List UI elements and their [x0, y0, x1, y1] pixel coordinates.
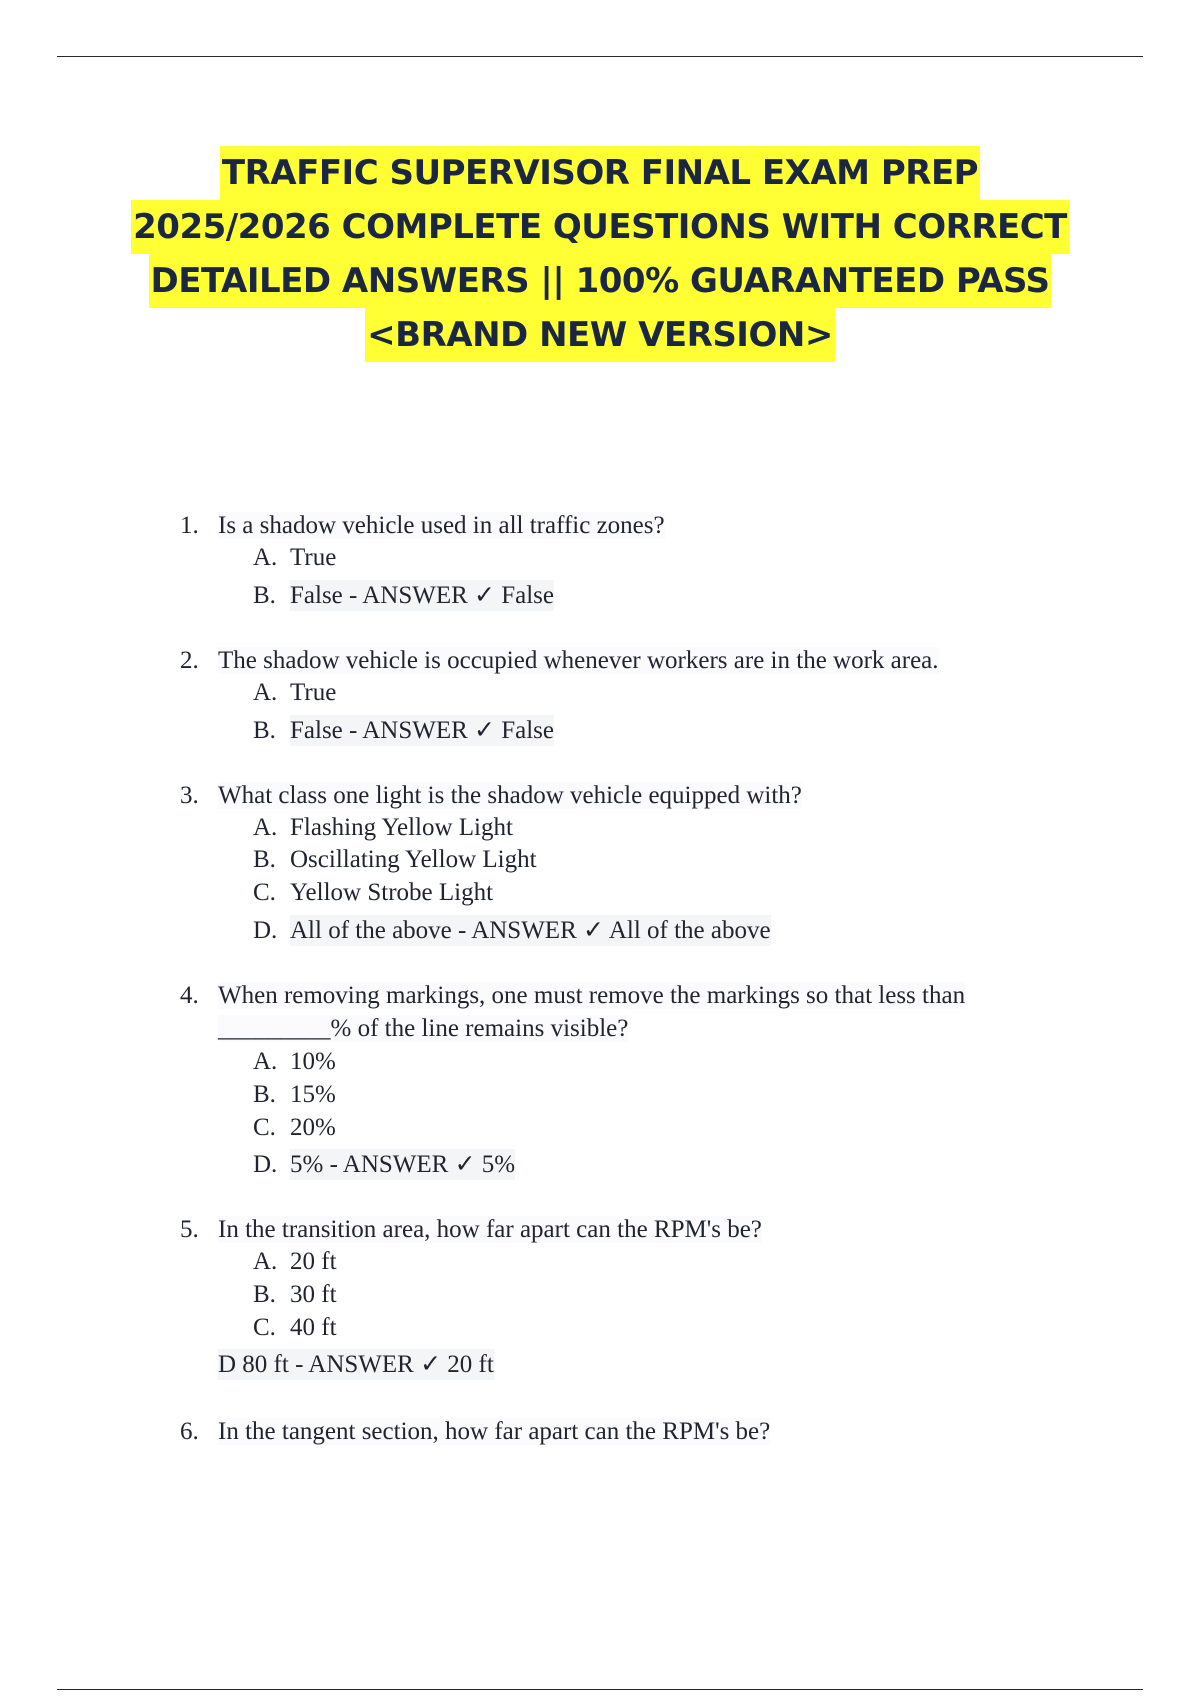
- title-line-3: DETAILED ANSWERS || 100% GUARANTEED PASS: [0, 254, 1200, 308]
- question-text: Is a shadow vehicle used in all traffic zones?: [218, 512, 665, 539]
- question-number: 4.: [180, 982, 199, 1009]
- question-text: What class one light is the shadow vehicle equipped with?: [218, 782, 802, 809]
- question-number: 3.: [180, 782, 199, 809]
- question-number: 6.: [180, 1418, 199, 1445]
- question-text: In the transition area, how far apart can the RPM's be?: [218, 1216, 762, 1243]
- question-number: 5.: [180, 1216, 199, 1243]
- bottom-rule: [57, 1689, 1143, 1690]
- question-5: [180, 1214, 762, 1246]
- option-5b: B. 30 ft: [253, 1281, 337, 1308]
- option-4b: B. 15%: [253, 1081, 336, 1108]
- question-4: [180, 980, 965, 1012]
- option-4d-answer: D. 5% - ANSWER ✓ 5%: [253, 1151, 516, 1178]
- option-3d-answer: D. All of the above - ANSWER ✓ All of the above: [253, 917, 771, 944]
- question-text: In the tangent section, how far apart can the RPM's be?: [218, 1418, 771, 1445]
- option-1b-answer: B. False - ANSWER ✓ False: [253, 582, 554, 609]
- title-line-1: TRAFFIC SUPERVISOR FINAL EXAM PREP: [0, 146, 1200, 200]
- question-3: [180, 780, 802, 812]
- question-text: When removing markings, one must remove the markings so that less than: [218, 982, 966, 1009]
- option-3b: B. Oscillating Yellow Light: [253, 846, 537, 873]
- title-line-2: 2025/2026 COMPLETE QUESTIONS WITH CORRECT: [0, 200, 1200, 254]
- title-line-4: <BRAND NEW VERSION>: [0, 308, 1200, 362]
- question-number: 2.: [180, 647, 199, 674]
- question-text: The shadow vehicle is occupied whenever workers are in the work area.: [218, 647, 939, 674]
- question-4-continued: _________% of the line remains visible?: [218, 1015, 629, 1042]
- option-5d-answer: D 80 ft - ANSWER ✓ 20 ft: [218, 1351, 494, 1378]
- question-2: [180, 645, 939, 677]
- option-2a: A. True: [253, 679, 337, 706]
- option-3a: A. Flashing Yellow Light: [253, 814, 513, 841]
- question-1: [180, 510, 665, 542]
- question-number: 1.: [180, 512, 199, 539]
- option-1a: A. True: [253, 544, 337, 571]
- option-5a: A. 20 ft: [253, 1248, 337, 1275]
- option-4a: A. 10%: [253, 1048, 336, 1075]
- option-2b-answer: B. False - ANSWER ✓ False: [253, 717, 554, 744]
- option-3c: C. Yellow Strobe Light: [253, 879, 494, 906]
- option-5c: C. 40 ft: [253, 1314, 337, 1341]
- question-6: [180, 1416, 770, 1448]
- option-4c: C. 20%: [253, 1114, 336, 1141]
